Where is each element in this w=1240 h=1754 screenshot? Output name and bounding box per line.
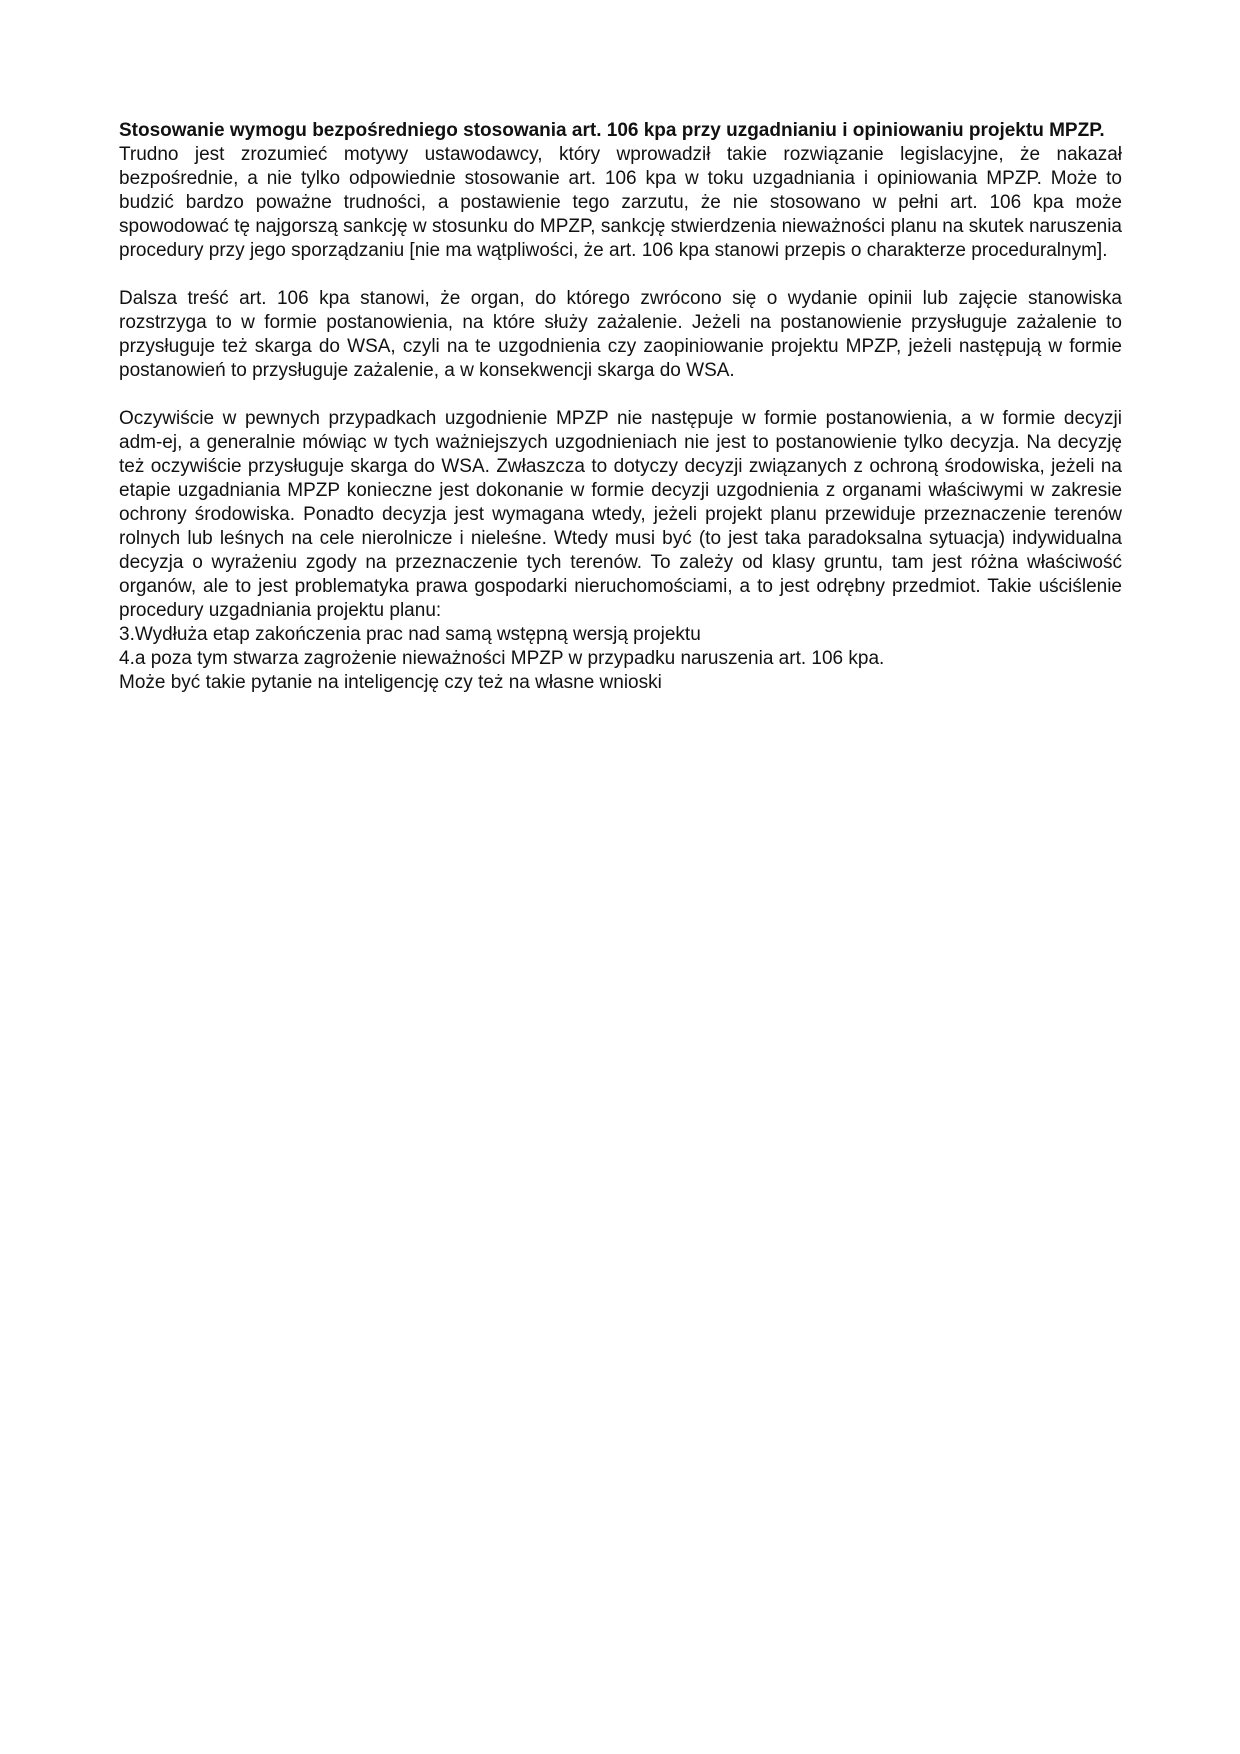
list-item-4: 4.a poza tym stwarza zagrożenie nieważności MPZP w przypadku naruszenia art. 106 kpa. xyxy=(119,648,885,669)
paragraph-article-106: Dalsza treść art. 106 kpa stanowi, że organ, do którego zwrócono się o wydanie opinii lub zajęcie stanowiska rozstrzyga to w formie postanowienia, na które służy zażalenie. Jeżeli na postanowienie przysługuje zażalenie to przysługuje też skarga do WSA, czyli na te uzgodnienia czy zaopiniowanie projektu MPZP, jeżeli następują w formie postanowień to przysługuje zażalenie, a w konsekwencji skarga do WSA. xyxy=(119,288,1122,381)
list-item-3: 3.Wydłuża etap zakończenia prac nad samą wstępną wersją projektu xyxy=(119,624,701,645)
document-title: Stosowanie wymogu bezpośredniego stosowania art. 106 kpa przy uzgadnianiu i opiniowaniu projektu MPZP. xyxy=(119,120,1105,141)
paragraph-decisions: Oczywiście w pewnych przypadkach uzgodnienie MPZP nie następuje w formie postanowienia, a w formie decyzji adm-ej, a generalnie mówiąc w tych ważniejszych uzgodnieniach nie jest to postanowienie tylko decyzja. Na decyzję też oczywiście przysługuje skarga do WSA. Zwłaszcza to dotyczy decyzji związanych z ochroną środowiska, jeżeli na etapie uzgadniania MPZP konieczne jest dokonanie w formie decyzji uzgodnienia z organami właściwymi w zakresie ochrony środowiska. Ponadto decyzja jest wymagana wtedy, jeżeli projekt planu przewiduje przeznaczenie terenów rolnych lub leśnych na cele nierolnicze i nieleśne. Wtedy musi być (to jest taka paradoksalna sytuacja) indywidualna decyzja o wyrażeniu zgody na przeznaczenie tych terenów. To zależy od klasy gruntu, tam jest różna właściwość organów, ale to jest problematyka prawa gospodarki nieruchomościami, a to jest odrębny przedmiot. Takie uściślenie procedury uzgadniania projektu planu: xyxy=(119,408,1122,621)
document-body xyxy=(119,119,1122,695)
closing-line: Może być takie pytanie na inteligencję czy też na własne wnioski xyxy=(119,672,662,693)
paragraph-spacer xyxy=(119,263,1122,287)
paragraph-motives: Trudno jest zrozumieć motywy ustawodawcy, który wprowadził takie rozwiązanie legislacyjne, że nakazał bezpośrednie, a nie tylko odpowiednie stosowanie art. 106 kpa w toku uzgadniania i opiniowania MPZP. Może to budzić bardzo poważne trudności, a postawienie tego zarzutu, że nie stosowano w pełni art. 106 kpa może spowodować tę najgorszą sankcję w stosunku do MPZP, sankcję stwierdzenia nieważności planu na skutek naruszenia procedury przy jego sporządzaniu [nie ma wątpliwości, że art. 106 kpa stanowi przepis o charakterze proceduralnym]. xyxy=(119,144,1122,261)
paragraph-spacer xyxy=(119,383,1122,407)
